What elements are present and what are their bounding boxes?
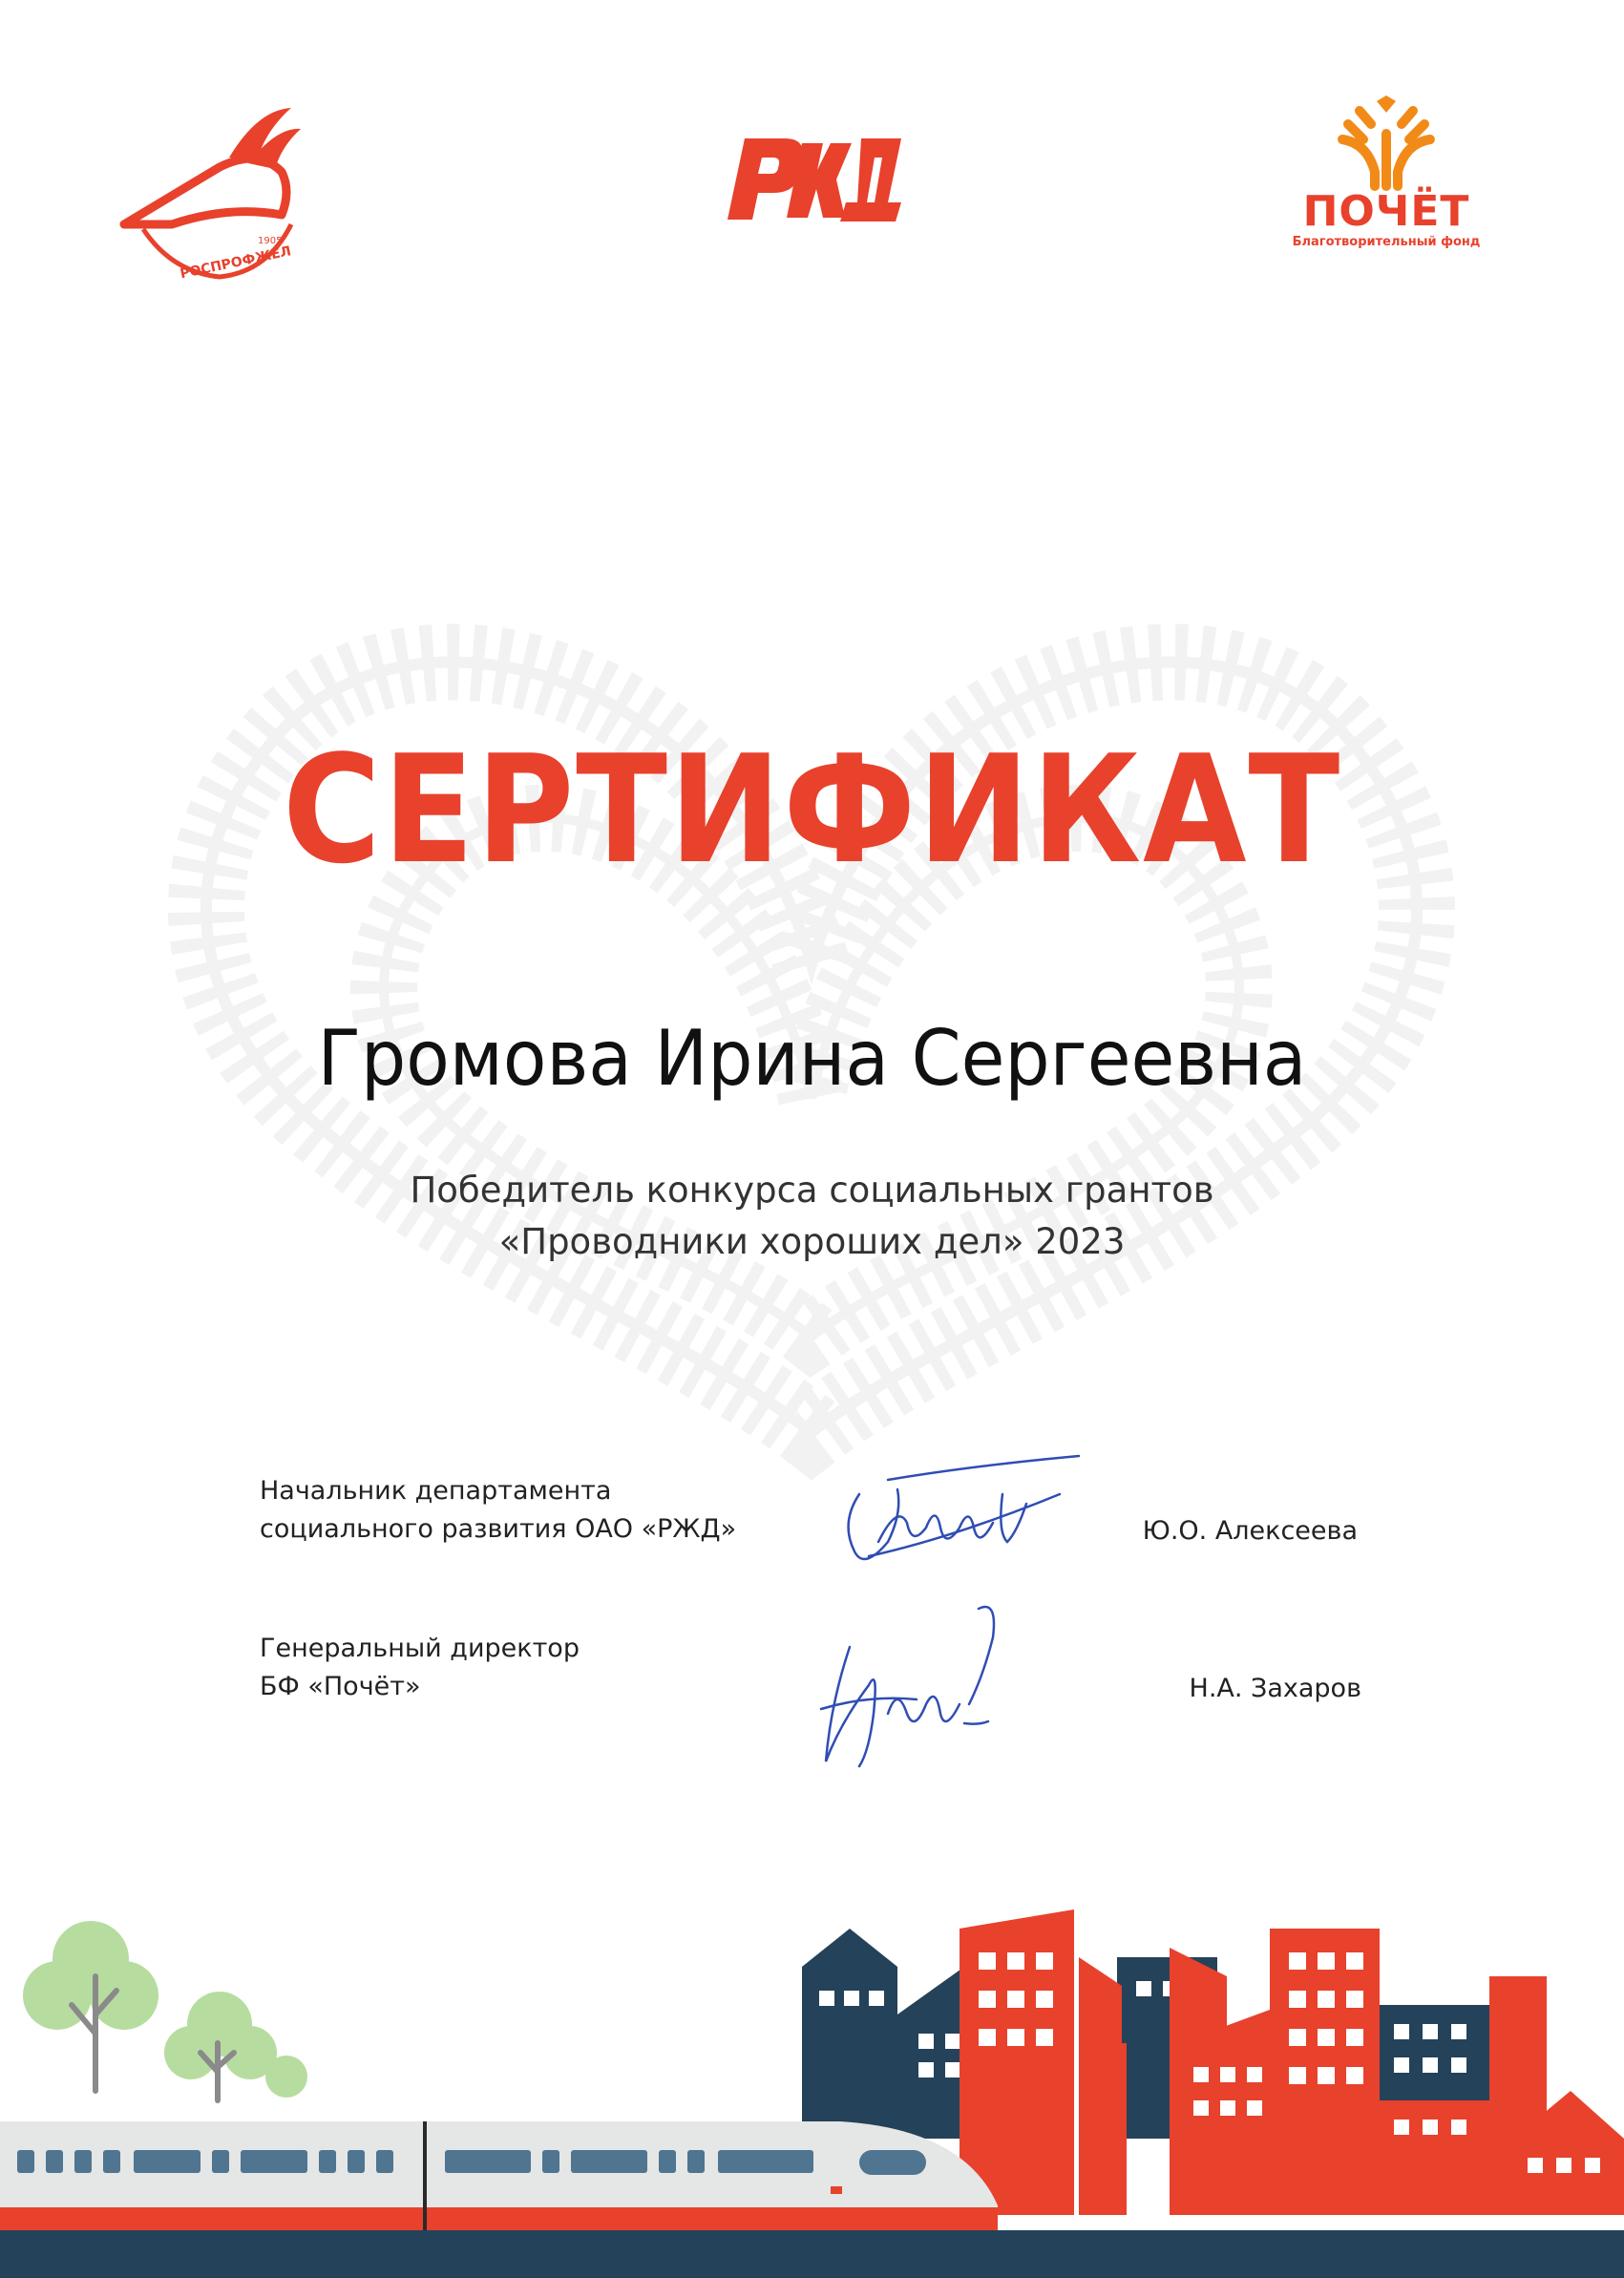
certificate-title: СЕРТИФИКАТ (282, 723, 1342, 896)
rzd-logo (718, 134, 909, 224)
signer-1-position (260, 1472, 736, 1549)
train (0, 2121, 998, 2230)
signer-2-position-line-2: БФ «Почёт» (260, 1672, 421, 1701)
signer-1-name: Ю.О. Алексеева (1142, 1516, 1358, 1546)
signer-2-position (260, 1630, 580, 1706)
subtitle-line-1: Победитель конкурса социальных грантов (410, 1170, 1214, 1211)
signature-2 (802, 1580, 1031, 1781)
recipient-name: Громова Ирина Сергеевна (317, 1014, 1307, 1103)
rosprofzhel-logo (115, 100, 306, 291)
certificate-subtitle (0, 1165, 1624, 1268)
pochet-name: ПОЧЁТ (1302, 187, 1470, 236)
pochet-subtitle: Благотворительный фонд (1292, 235, 1481, 249)
subtitle-line-2: «Проводники хороших дел» 2023 (498, 1221, 1126, 1262)
city-train-illustration (0, 1900, 1624, 2278)
rosprofzhel-year: 1905 (258, 236, 283, 246)
rosprofzhel-name: РОСПРОФЖЕЛ (179, 243, 293, 283)
signer-1-position-line-2: социального развития ОАО «РЖД» (260, 1514, 737, 1544)
signature-1 (821, 1437, 1088, 1590)
signer-2-name: Н.А. Захаров (1189, 1674, 1361, 1703)
signer-1-position-line-1: Начальник департамента (260, 1476, 612, 1506)
trees (23, 1921, 307, 2100)
ground (0, 2230, 1624, 2278)
signer-2-position-line-1: Генеральный директор (260, 1634, 580, 1663)
